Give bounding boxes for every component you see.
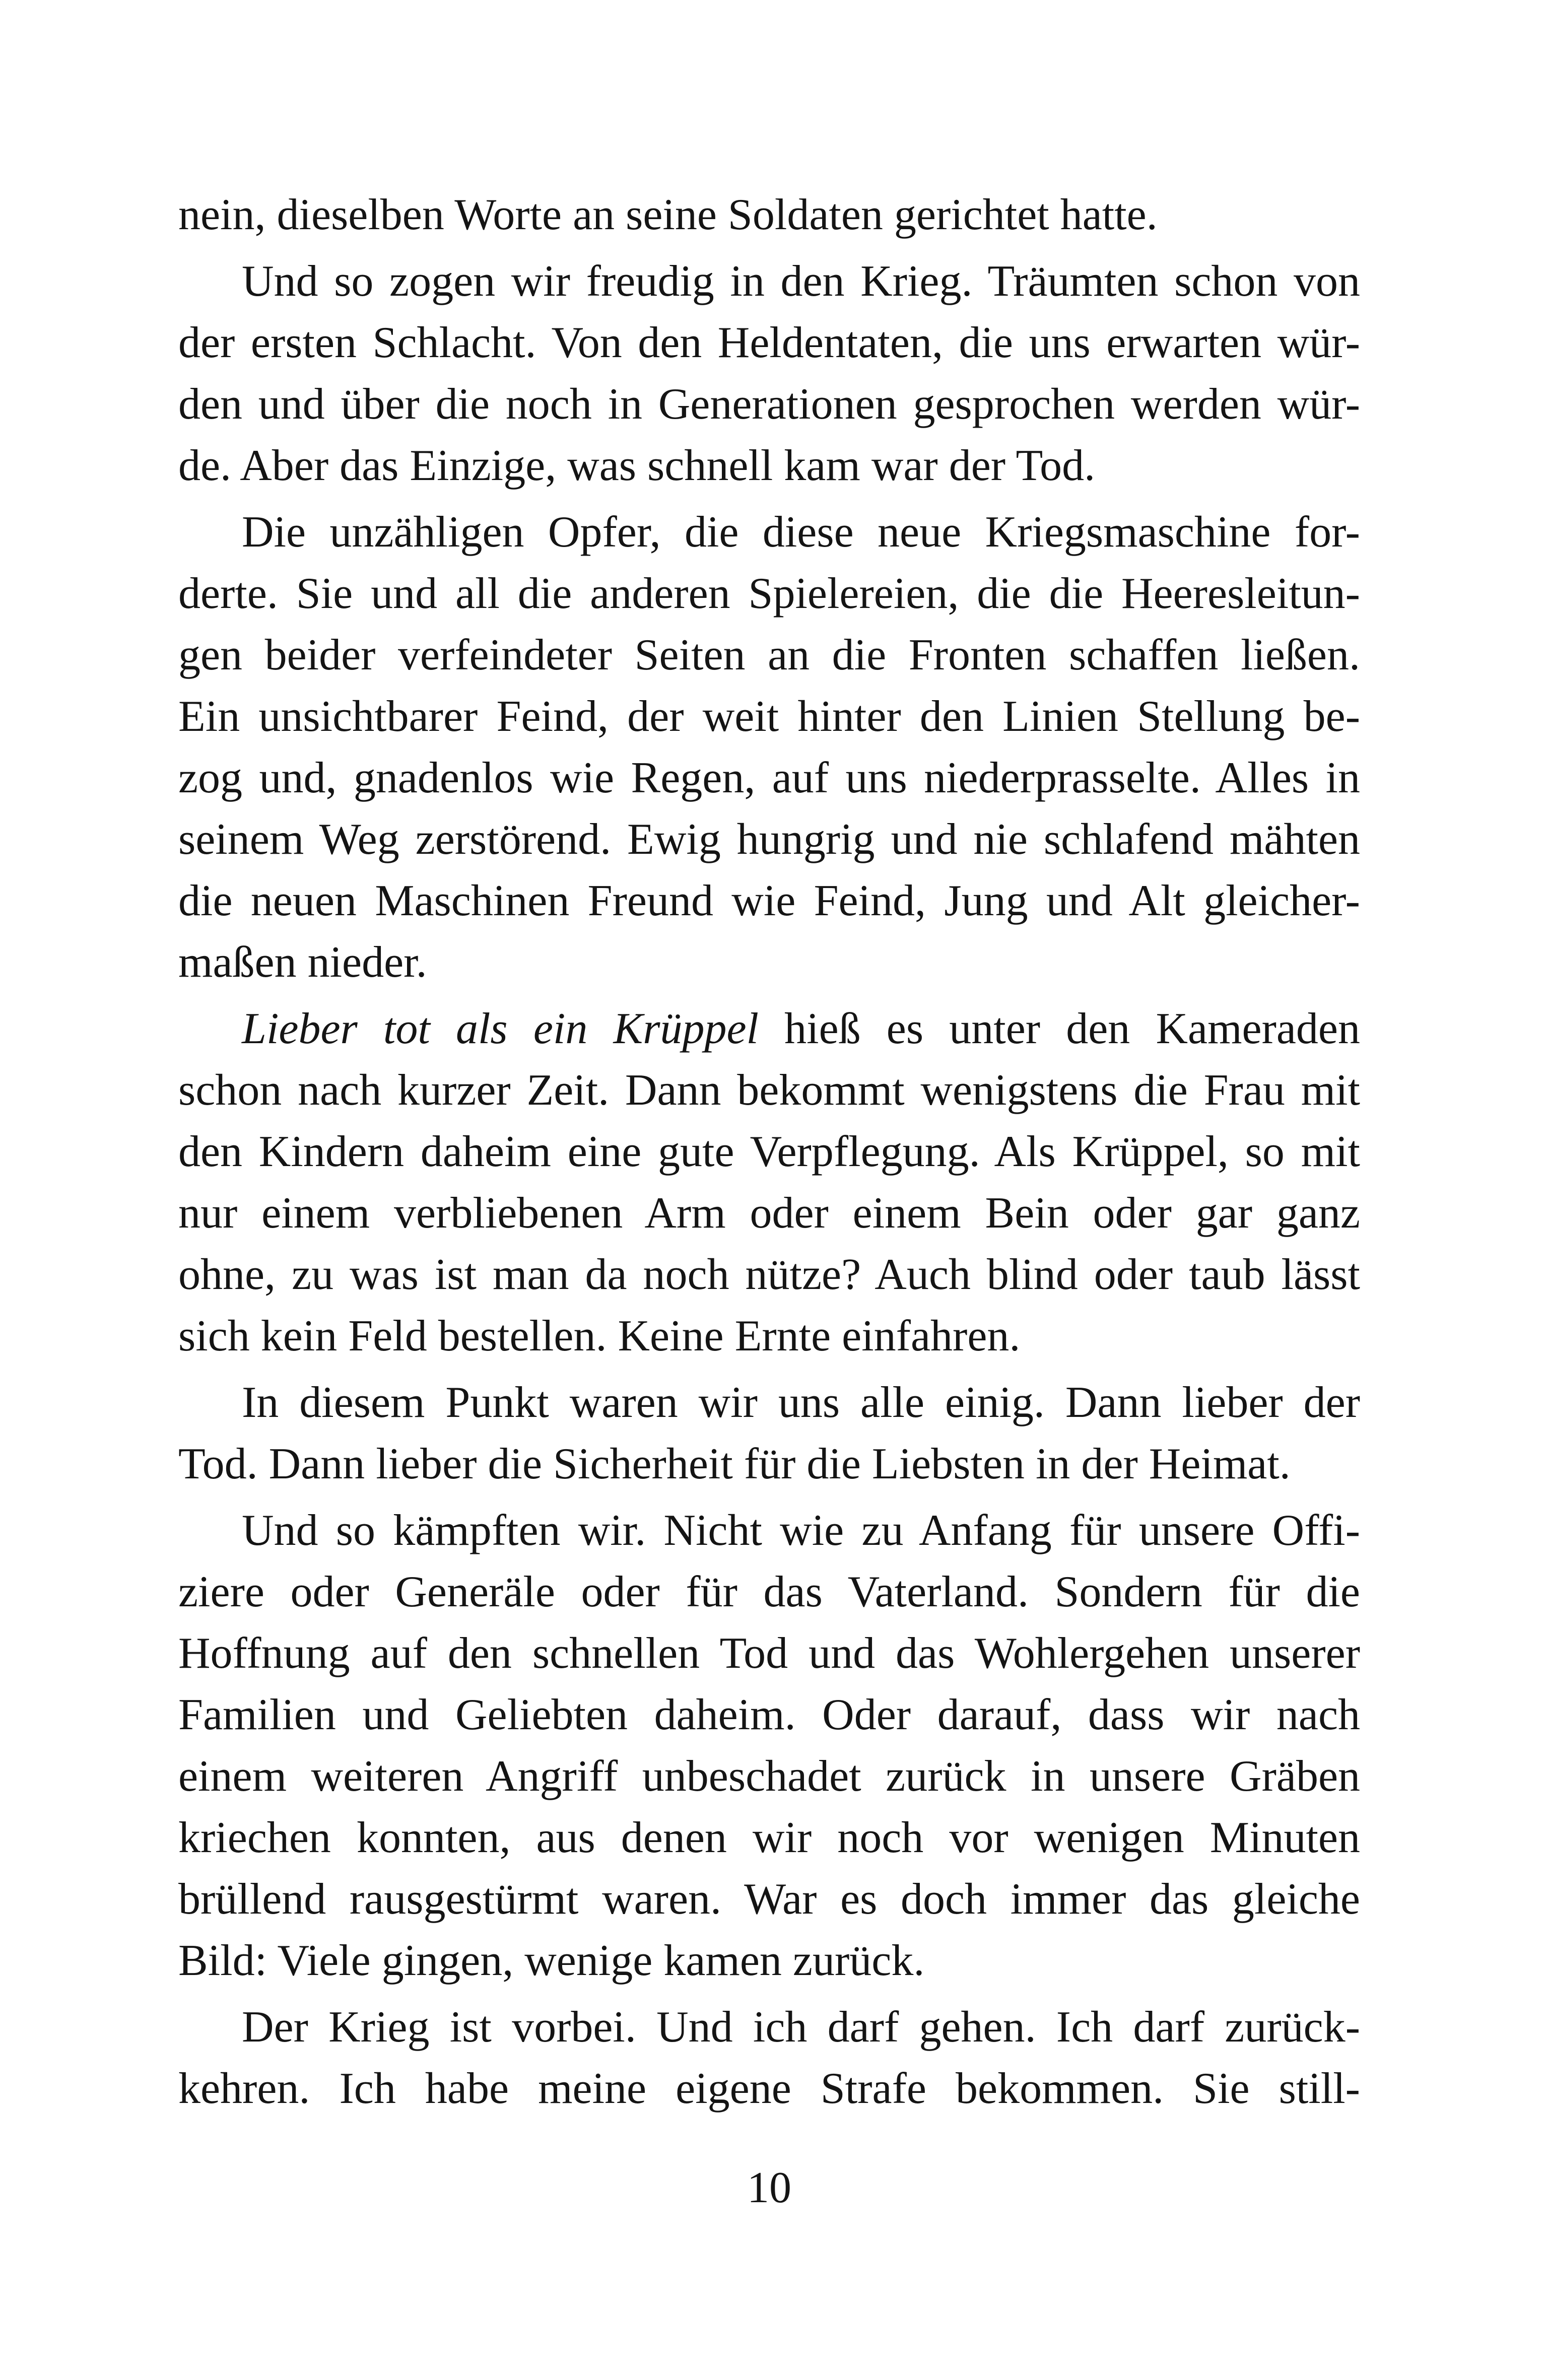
text-line: Ein unsichtbarer Feind, der weit hinter den Linien Stellung be- [178,692,1360,741]
italic-phrase: Lieber tot als ein Krüppel [242,1004,759,1053]
text-line: Und so zogen wir freudig in den Krieg. Träumten schon von [242,257,1360,306]
body-text [178,184,1360,2120]
paragraph [178,1372,1360,1495]
text-line: der ersten Schlacht. Von den Heldentaten, die uns erwarten wür- [178,318,1360,367]
paragraph [178,184,1360,246]
text-line [178,998,1360,1060]
text-line: schon nach kurzer Zeit. Dann bekommt wenigstens die Frau mit [178,1066,1360,1115]
paragraph [178,502,1360,993]
page-number: 10 [747,2163,791,2212]
text-line: den und über die noch in Generationen gesprochen werden wür- [178,380,1360,429]
paragraph [178,1500,1360,1992]
text-line: den Kindern daheim eine gute Verpflegung. Als Krüppel, so mit [178,1127,1360,1176]
text-line: seinem Weg zerstörend. Ewig hungrig und nie schlafend mähten [178,815,1360,864]
paragraph [178,1997,1360,2120]
text-line: Bild: Viele gingen, wenige kamen zurück. [178,1936,925,1985]
text-line: Familien und Geliebten daheim. Oder darauf, dass wir nach [178,1690,1360,1739]
text-line: maßen nieder. [178,938,427,987]
text-line: kriechen konnten, aus denen wir noch vor wenigen Minuten [178,1813,1360,1862]
text-line: ziere oder Generäle oder für das Vaterland. Sondern für die [178,1568,1360,1616]
text-line: nur einem verbliebenen Arm oder einem Bein oder gar ganz [178,1189,1360,1238]
text-line: zog und, gnadenlos wie Regen, auf uns niederprasselte. Alles in [178,754,1360,802]
text-line: Der Krieg ist vorbei. Und ich darf gehen. Ich darf zurück- [242,2003,1360,2052]
text-line: In diesem Punkt waren wir uns alle einig. Dann lieber der [242,1378,1360,1427]
text-line: einem weiteren Angriff unbeschadet zurück in unsere Gräben [178,1752,1360,1801]
text-line: brüllend rausgestürmt waren. War es doch immer das gleiche [178,1875,1360,1924]
text-line: Hoffnung auf den schnellen Tod und das Wohlergehen unserer [178,1629,1360,1678]
text-line: Und so kämpften wir. Nicht wie zu Anfang für unsere Offi- [242,1506,1360,1555]
text-line: derte. Sie und all die anderen Spielereien, die die Heeresleitun- [178,569,1360,618]
text-line: Die unzähligen Opfer, die diese neue Kriegsmaschine for- [242,508,1360,557]
text-line: Tod. Dann lieber die Sicherheit für die Liebsten in der Heimat. [178,1440,1291,1488]
text-line: sich kein Feld bestellen. Keine Ernte einfahren. [178,1312,1021,1361]
paragraph [178,998,1360,1367]
paragraph [178,251,1360,497]
text-line: kehren. Ich habe meine eigene Strafe bekommen. Sie still- [178,2064,1360,2113]
text-line: de. Aber das Einzige, was schnell kam war der Tod. [178,441,1096,490]
text-line: die neuen Maschinen Freund wie Feind, Jung und Alt gleicher- [178,876,1360,925]
text-line: gen beider verfeindeter Seiten an die Fronten schaffen ließen. [178,631,1360,679]
text-line: nein, dieselben Worte an seine Soldaten gerichtet hatte. [178,190,1158,239]
text-line-rest: hieß es unter den Kameraden [784,1004,1360,1053]
text-line: ohne, zu was ist man da noch nütze? Auch blind oder taub lässt [178,1250,1360,1299]
